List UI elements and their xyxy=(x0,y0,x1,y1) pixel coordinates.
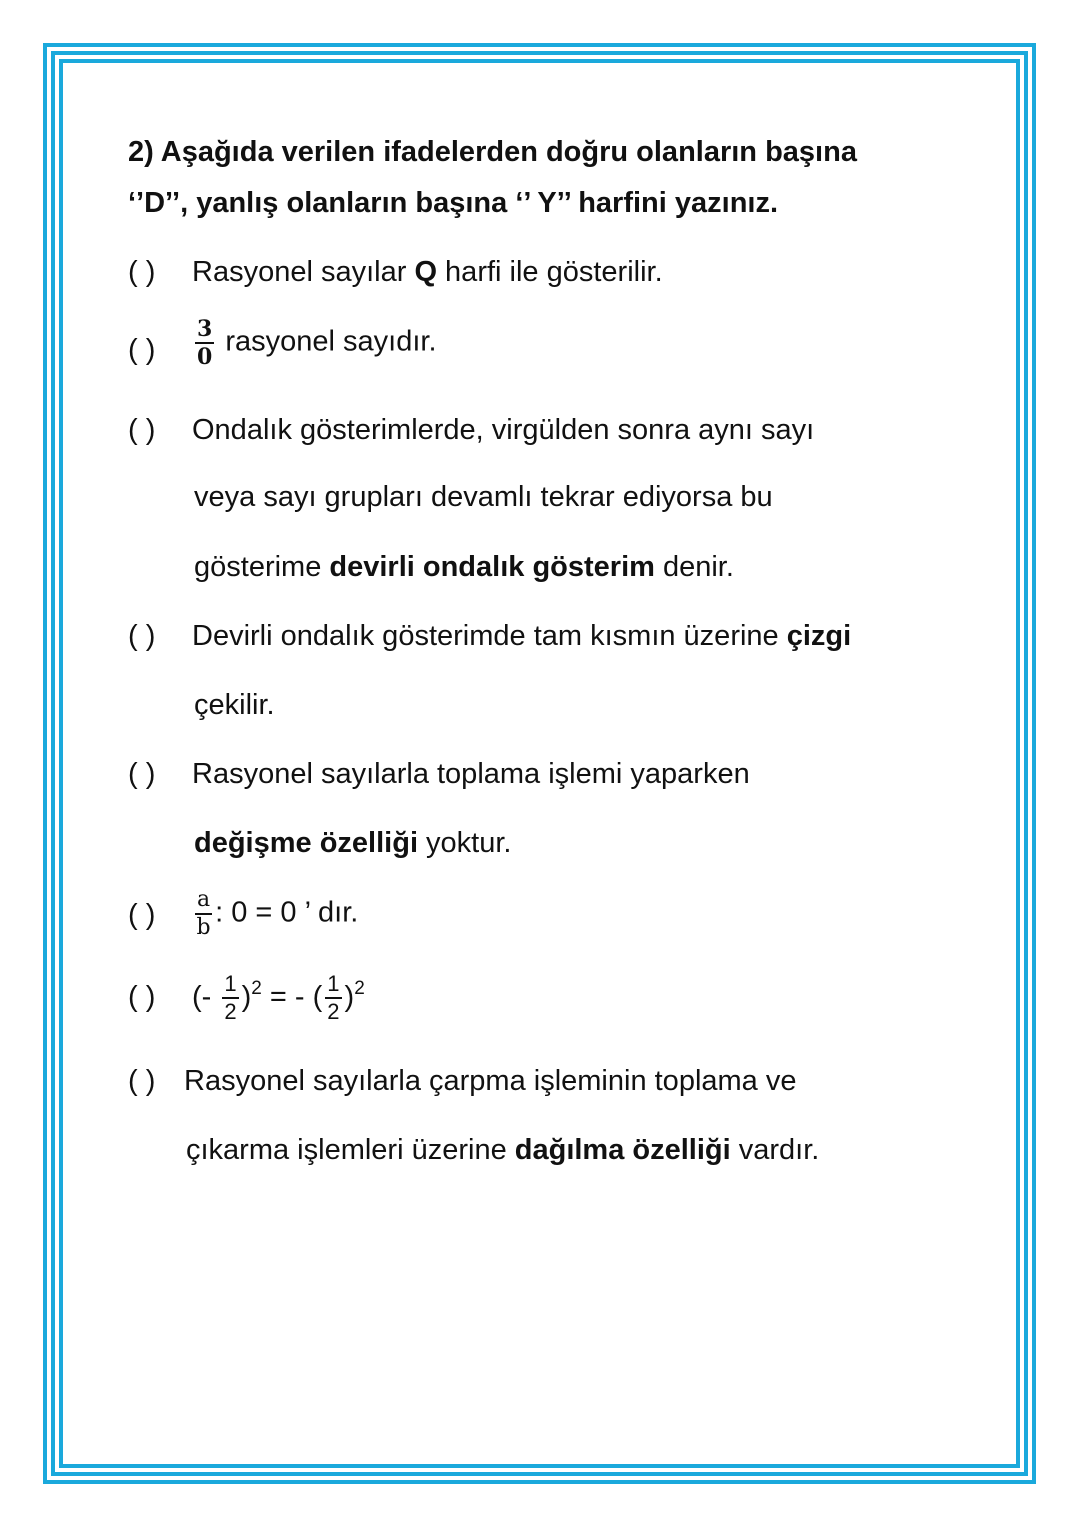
item-4-line2: çekilir. xyxy=(194,689,275,721)
fraction: $\frac{3}{0}$ xyxy=(197,316,213,370)
item-8-line2: çıkarma işlemleri üzerine dağılma özelliği vardır. xyxy=(186,1134,820,1166)
answer-blank[interactable]: ( ) xyxy=(128,981,156,1013)
fraction: $\frac{a}{b}$ xyxy=(196,887,211,940)
question-title-line2: ‘’D’’, yanlış olanların başına ‘’ Y’’ harfini yazınız. xyxy=(128,187,779,219)
fraction: $\frac{1}{2}$ xyxy=(224,971,237,1025)
answer-blank[interactable]: ( ) xyxy=(128,256,156,288)
answer-blank[interactable]: ( ) xyxy=(128,899,156,931)
answer-blank[interactable]: ( ) xyxy=(128,620,156,652)
answer-blank[interactable]: ( ) xyxy=(128,1065,156,1097)
item-3-line3: gösterime devirli ondalık gösterim denir. xyxy=(194,551,734,583)
answer-blank[interactable]: ( ) xyxy=(128,414,156,446)
item-5-line2: değişme özelliği yoktur. xyxy=(194,827,512,859)
question-title-line1: 2) Aşağıda verilen ifadelerden doğru olanların başına xyxy=(128,136,857,168)
answer-blank[interactable]: ( ) xyxy=(128,758,156,790)
item-3-line2: veya sayı grupları devamlı tekrar ediyorsa bu xyxy=(194,481,773,513)
answer-blank[interactable]: ( ) xyxy=(128,334,156,366)
fraction: $\frac{1}{2}$ xyxy=(327,971,340,1025)
